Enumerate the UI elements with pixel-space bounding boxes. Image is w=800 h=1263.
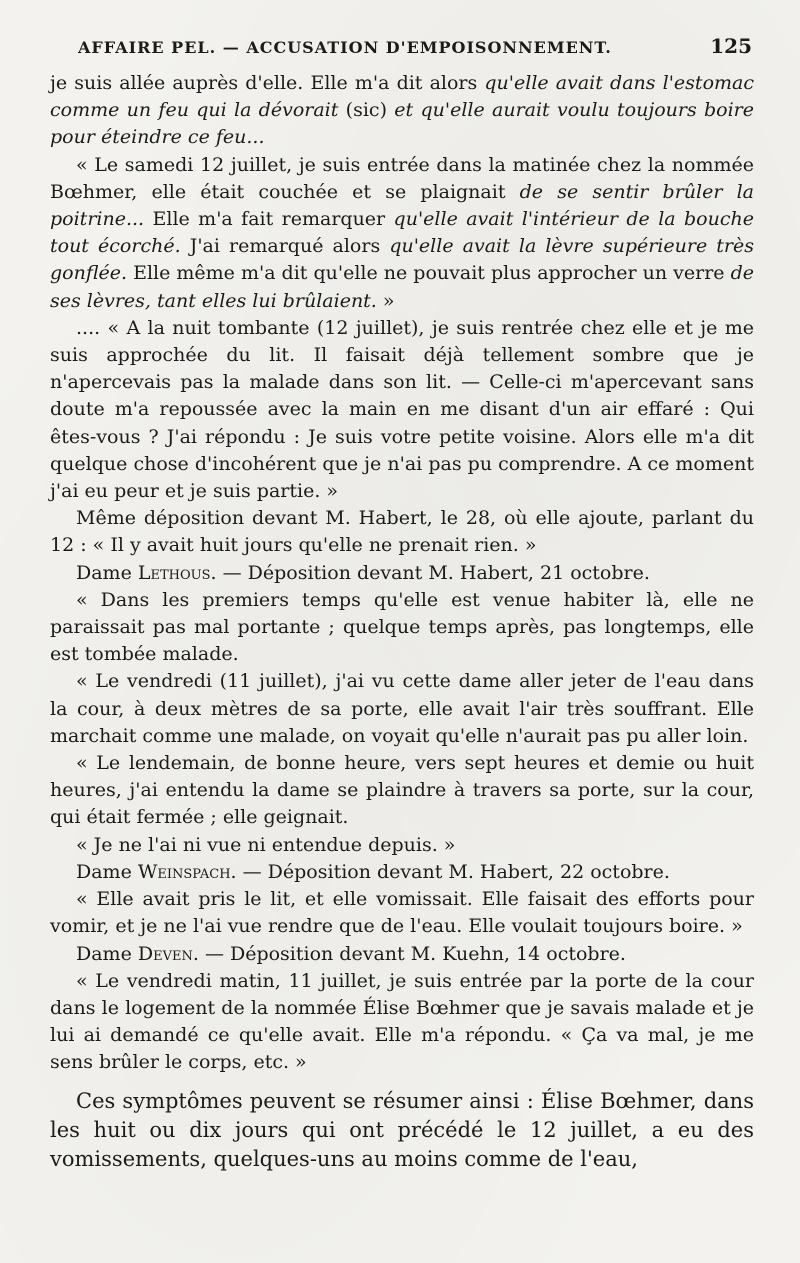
- witness-name: Deven: [137, 942, 193, 965]
- body-text: [50, 70, 754, 1174]
- text-run: Elle même m'a dit qu'elle ne pouvait plus approcher un verre: [127, 262, 731, 285]
- page-number: 125: [710, 34, 752, 58]
- witness-name: Weinspach: [137, 860, 231, 883]
- paragraph: « Elle avait pris le lit, et elle vomissait. Elle faisait des efforts pour vomir, et je ne l'ai vue rendre que de l'eau. Elle voulait toujours boire. »: [50, 888, 754, 938]
- paragraph: « Dans les premiers temps qu'elle est venue habiter là, elle ne paraissait pas mal portante ; quelque temps après, pas longtemps, elle est tombée malade.: [50, 588, 754, 666]
- running-title: AFFAIRE PEL. — ACCUSATION D'EMPOISONNEMENT.: [78, 38, 612, 57]
- text-run: « Le samedi 12 juillet, je suis entrée dans la matinée chez la nommée Bœhmer, elle était couchée et se plaignait: [50, 153, 754, 203]
- text-run: »: [376, 289, 395, 312]
- italic-quote: et qu'elle aurait voulu toujours boire pour éteindre ce feu...: [50, 99, 755, 149]
- witness-deposition: . — Déposition devant M. Kuehn, 14 octobre.: [192, 942, 626, 965]
- witness-heading: [50, 859, 754, 886]
- paragraph: « Je ne l'ai ni vue ni entendue depuis. »: [76, 833, 456, 856]
- italic-quote: de se sentir brûler la poitrine...: [50, 180, 754, 231]
- italic-quote: de ses lèvres, tant elles lui brûlaient.: [50, 262, 754, 312]
- witness-name: Lethous: [137, 561, 211, 584]
- witness-deposition: . — Déposition devant M. Habert, 22 octobre.: [230, 860, 670, 883]
- italic-quote: qu'elle avait la lèvre supérieure très gonflée.: [50, 235, 755, 285]
- paragraph: « Le vendredi (11 juillet), j'ai vu cette dame aller jeter de l'eau dans la cour, à deux mètres de sa porte, elle avait l'air très souffrant. Elle marchait comme une malade, on voyait qu'elle n'aurait pas pu aller loin.: [50, 670, 754, 747]
- paragraph: .... « A la nuit tombante (12 juillet), je suis rentrée chez elle et je me suis approchée du lit. Il faisait déjà tellement sombre que je n'apercevais pas la malade dans son lit. — Celle-ci m'apercevant sans doute m'a repoussée avec la main en me disant d'un air effaré : Qui êtes-vous ? J'ai répondu : Je suis votre petite voisine. Alors elle m'a dit quelque chose d'incohérent que je n'ai pas pu comprendre. A ce moment j'ai eu peur et je suis partie. »: [50, 316, 754, 503]
- running-head: [78, 34, 752, 62]
- text-run: je suis allée auprès d'elle. Elle m'a dit alors: [50, 72, 485, 94]
- paragraph: « Le lendemain, de bonne heure, vers sept heures et demie ou huit heures, j'ai entendu la dame se plaindre à travers sa porte, sur la cour, qui était fermée ; elle geignait.: [50, 752, 754, 829]
- witness-deposition: . — Déposition devant M. Habert, 21 octobre.: [210, 561, 650, 584]
- witness-title: Dame: [76, 561, 138, 584]
- witness-title: Dame: [76, 860, 138, 883]
- italic-quote: qu'elle avait l'intérieur de la bouche tout écorché.: [50, 208, 754, 258]
- witness-title: Dame: [76, 942, 138, 965]
- paragraph: Même déposition devant M. Habert, le 28, où elle ajoute, parlant du 12 : « Il y avait huit jours qu'elle ne prenait rien. »: [50, 507, 754, 557]
- witness-heading: [50, 941, 754, 968]
- paragraph: « Le vendredi matin, 11 juillet, je suis entrée par la porte de la cour dans le logement de la nommée Élise Bœhmer que je savais malade et je lui ai demandé ce qu'elle avait. Elle m'a répondu. « Ça va mal, je me sens brûler le corps, etc. »: [50, 969, 754, 1074]
- paragraph-continuation: [50, 70, 754, 152]
- italic-quote: qu'elle avait dans l'estomac comme un feu qui la dévorait: [50, 72, 754, 122]
- text-run: Elle m'a fait remarquer: [144, 208, 394, 231]
- paragraph: [50, 152, 754, 315]
- text-run: (sic): [338, 99, 395, 122]
- summary-paragraph: Ces symptômes peuvent se résumer ainsi : Élise Bœhmer, dans les huit ou dix jours qui ont précédé le 12 juillet, a eu des vomissements, quelques-uns au moins comme de l'eau,: [50, 1088, 754, 1171]
- witness-heading: [50, 560, 754, 587]
- text-run: J'ai remarqué alors: [180, 235, 390, 258]
